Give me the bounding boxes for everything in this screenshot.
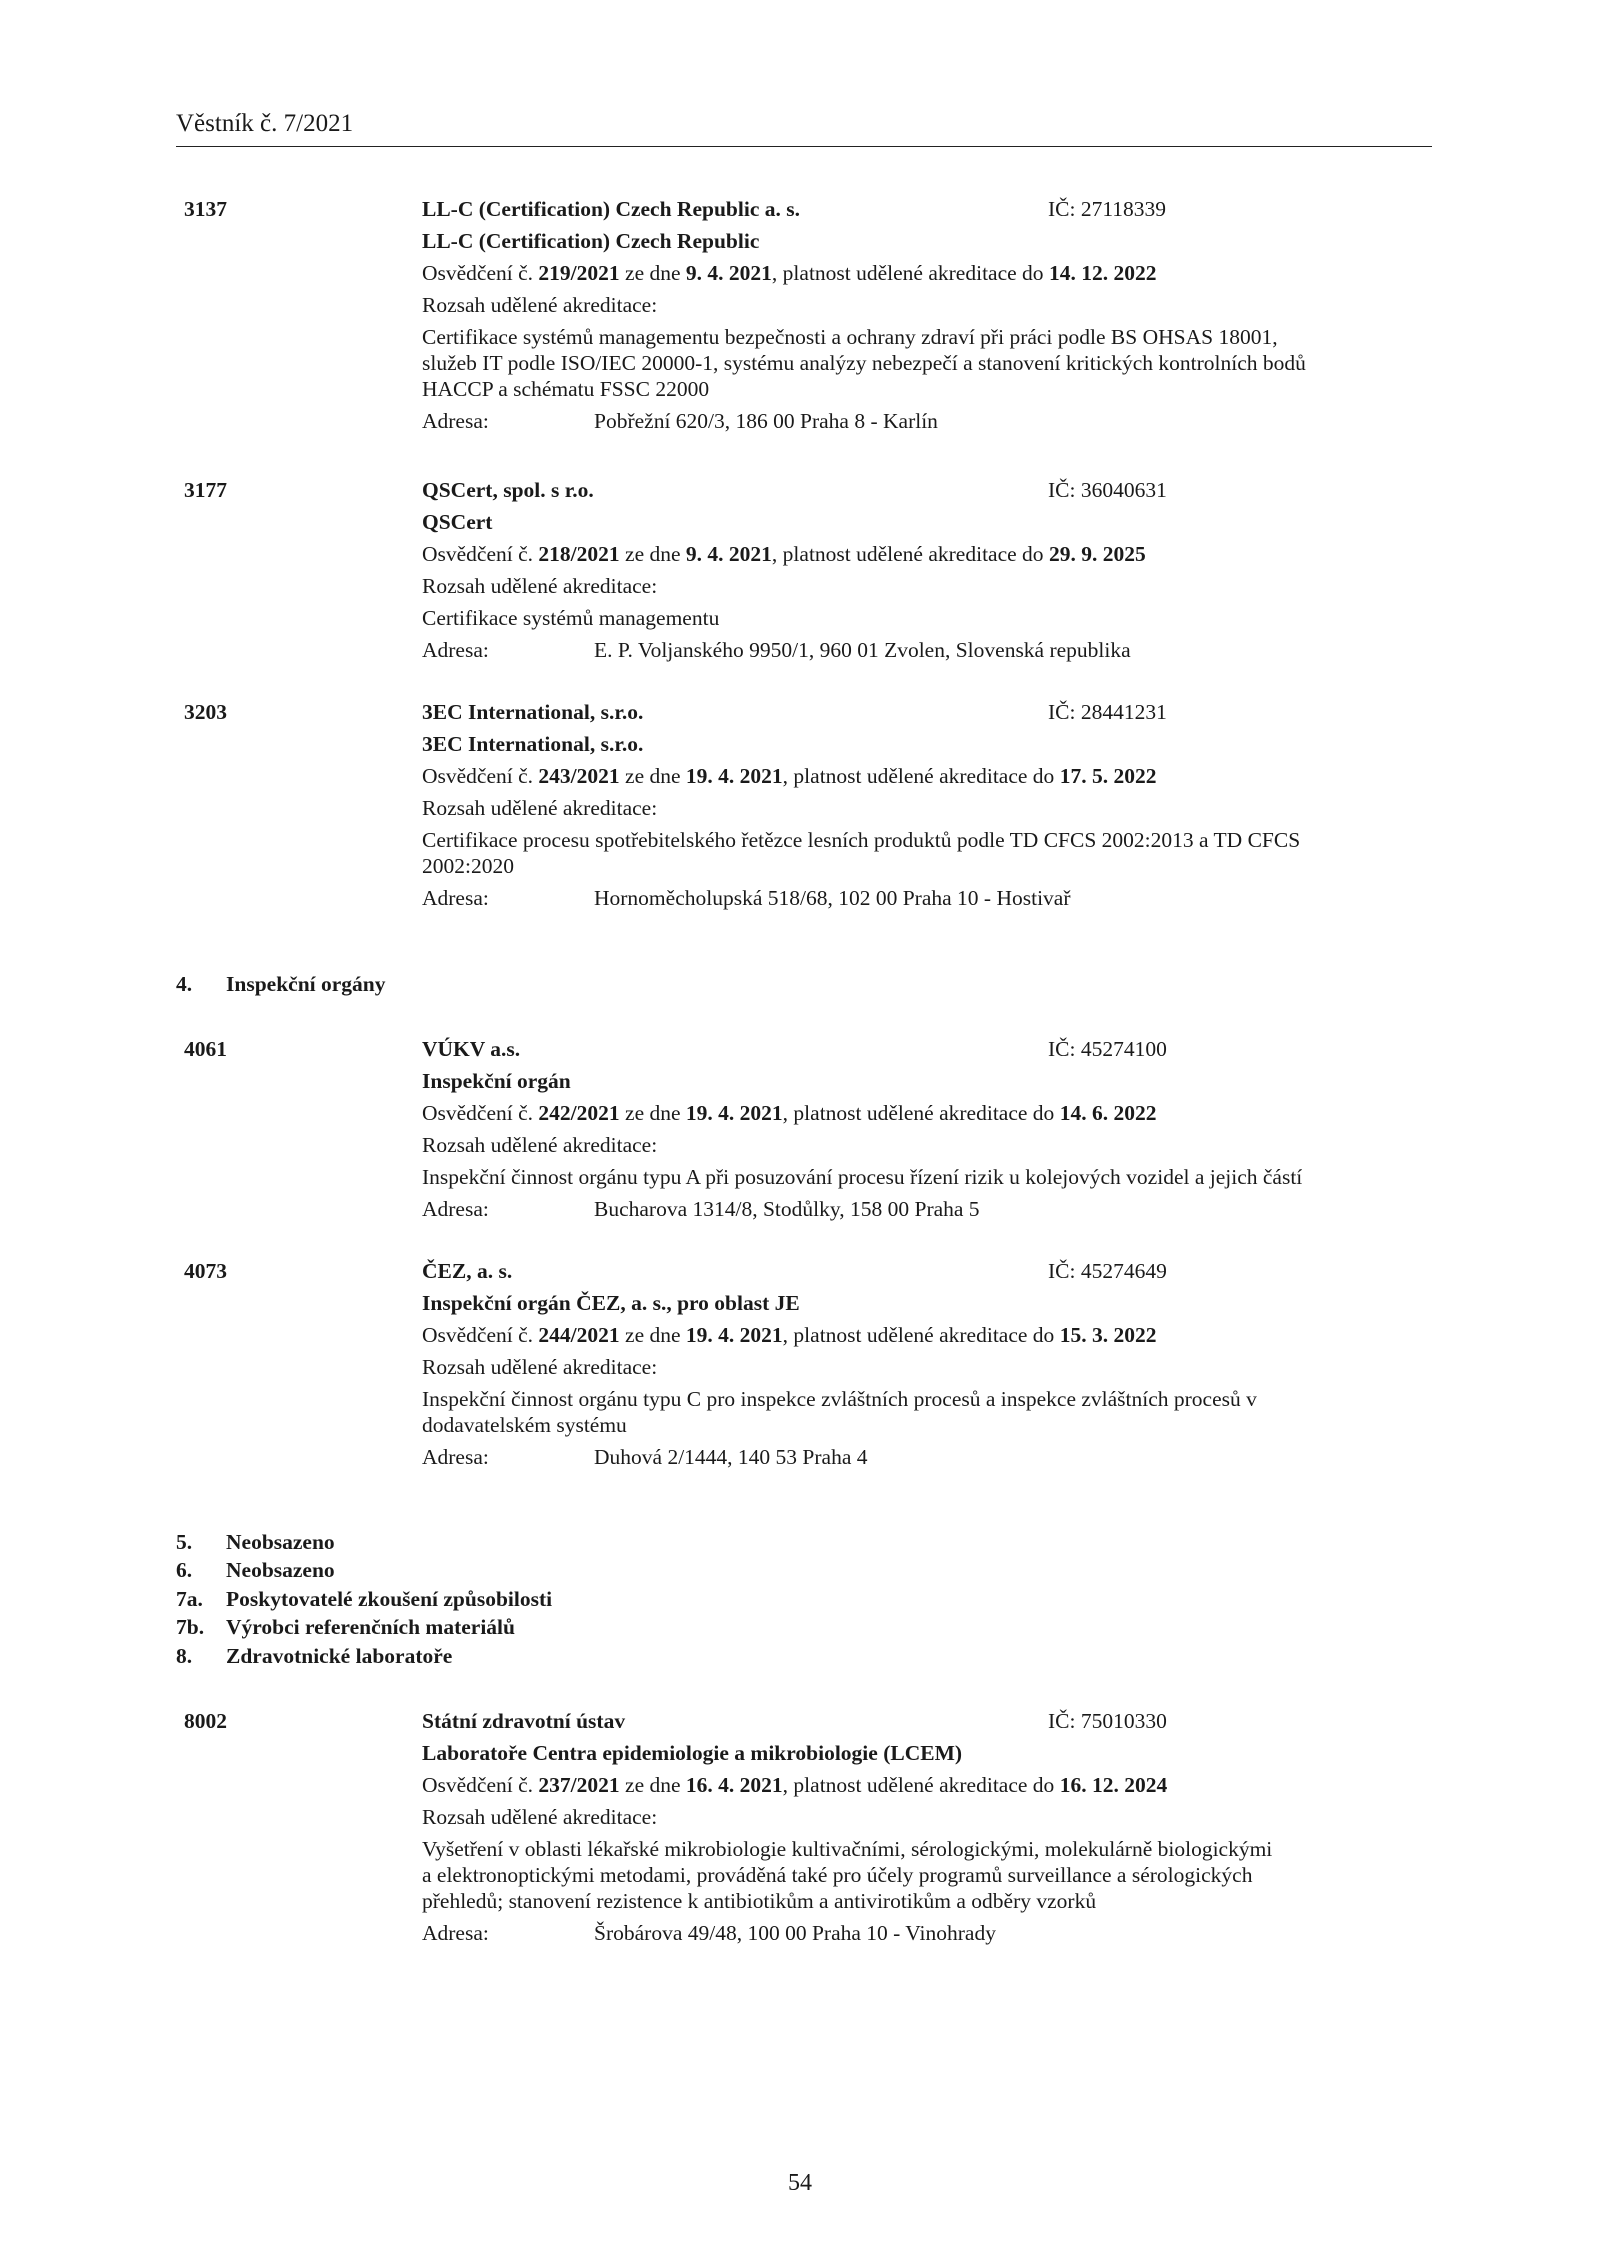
- ico: IČ: 75010330: [1048, 1709, 1167, 1733]
- entry-number: 3177: [184, 478, 227, 502]
- entry-subname: Inspekční orgán ČEZ, a. s., pro oblast JE: [422, 1291, 800, 1315]
- entry-name: QSCert, spol. s r.o.: [422, 478, 594, 502]
- certificate-line: Osvědčení č. 218/2021 ze dne 9. 4. 2021, platnost udělené akreditace do 29. 9. 2025: [422, 542, 1146, 566]
- ico: IČ: 27118339: [1048, 197, 1167, 221]
- page-number: 54: [788, 2170, 812, 2196]
- address-value: Šrobárova 49/48, 100 00 Praha 10 - Vinohrady: [594, 1921, 996, 1945]
- address-value: Hornoměcholupská 518/68, 102 00 Praha 10 - Hostivař: [594, 886, 1071, 910]
- certificate-number: 219/2021: [538, 261, 620, 285]
- validity-date: 15. 3. 2022: [1059, 1323, 1157, 1347]
- scope-label: Rozsah udělené akreditace:: [422, 1355, 658, 1379]
- entry-number: 4073: [184, 1259, 227, 1283]
- certificate-number: 242/2021: [538, 1101, 620, 1125]
- entry-name: 3EC International, s.r.o.: [422, 700, 644, 724]
- entry-subname: Inspekční orgán: [422, 1069, 571, 1093]
- scope-label: Rozsah udělené akreditace:: [422, 293, 658, 317]
- entry-subname: LL-C (Certification) Czech Republic: [422, 229, 760, 253]
- scope-text: Certifikace systémů managementu: [422, 606, 720, 630]
- address-label: Adresa:: [422, 886, 489, 910]
- ico: IČ: 45274100: [1048, 1037, 1167, 1061]
- scope-label: Rozsah udělené akreditace:: [422, 574, 658, 598]
- scope-label: Rozsah udělené akreditace:: [422, 1133, 658, 1157]
- section-heading-6: 6. Neobsazeno: [176, 1558, 335, 1582]
- certificate-number: 218/2021: [538, 542, 620, 566]
- section-heading-7a: 7a. Poskytovatelé zkoušení způsobilosti: [176, 1587, 553, 1611]
- validity-date: 17. 5. 2022: [1059, 764, 1157, 788]
- address-line: [422, 1917, 1432, 1949]
- address-line: [422, 882, 1432, 914]
- scope-text: Inspekční činnost orgánu typu C pro inspekce zvláštních procesů a inspekce zvláštních procesů v dodavatelském systému: [422, 1387, 1257, 1437]
- section-heading-4: 4. Inspekční orgány: [176, 972, 386, 996]
- address-line: [422, 1193, 1432, 1225]
- certificate-date: 19. 4. 2021: [685, 1323, 783, 1347]
- scope-text: Certifikace systémů managementu bezpečnosti a ochrany zdraví při práci podle BS OHSAS 18001, služeb IT podle ISO/IEC 20000-1, systému analýzy nebezpečí a stanovení kritických kontrolních bodů HACCP a schématu FSSC 22000: [422, 325, 1306, 401]
- entry-number: 3203: [184, 700, 227, 724]
- publication-header: Věstník č. 7/2021: [176, 110, 354, 137]
- address-label: Adresa:: [422, 409, 489, 433]
- scope-label: Rozsah udělené akreditace:: [422, 1805, 658, 1829]
- section-heading-5: 5. Neobsazeno: [176, 1530, 335, 1554]
- certificate-date: 16. 4. 2021: [685, 1773, 783, 1797]
- address-line: [422, 1441, 1432, 1473]
- scope-label: Rozsah udělené akreditace:: [422, 796, 658, 820]
- certificate-date: 9. 4. 2021: [685, 261, 772, 285]
- validity-date: 14. 12. 2022: [1048, 261, 1157, 285]
- scope-text: Certifikace procesu spotřebitelského řetězce lesních produktů podle TD CFCS 2002:2013 a TD CFCS 2002:2020: [422, 828, 1301, 878]
- section-heading-8: 8. Zdravotnické laboratoře: [176, 1644, 453, 1668]
- certificate-line: Osvědčení č. 219/2021 ze dne 9. 4. 2021, platnost udělené akreditace do 14. 12. 2022: [422, 261, 1157, 285]
- address-line: [422, 405, 1432, 437]
- address-value: E. P. Voljanského 9950/1, 960 01 Zvolen, Slovenská republika: [594, 638, 1131, 662]
- address-value: Bucharova 1314/8, Stodůlky, 158 00 Praha 5: [594, 1197, 980, 1221]
- certificate-number: 237/2021: [538, 1773, 620, 1797]
- entry-number: 8002: [184, 1709, 227, 1733]
- validity-date: 14. 6. 2022: [1059, 1101, 1157, 1125]
- certificate-line: Osvědčení č. 237/2021 ze dne 16. 4. 2021, platnost udělené akreditace do 16. 12. 2024: [422, 1773, 1168, 1797]
- certificate-number: 244/2021: [538, 1323, 620, 1347]
- validity-date: 16. 12. 2024: [1059, 1773, 1168, 1797]
- address-label: Adresa:: [422, 1197, 489, 1221]
- entry-subname: 3EC International, s.r.o.: [422, 732, 644, 756]
- certificate-line: Osvědčení č. 242/2021 ze dne 19. 4. 2021, platnost udělené akreditace do 14. 6. 2022: [422, 1101, 1157, 1125]
- certificate-date: 19. 4. 2021: [685, 764, 783, 788]
- address-label: Adresa:: [422, 638, 489, 662]
- ico: IČ: 28441231: [1048, 700, 1167, 724]
- address-value: Duhová 2/1444, 140 53 Praha 4: [594, 1445, 868, 1469]
- validity-date: 29. 9. 2025: [1048, 542, 1146, 566]
- address-label: Adresa:: [422, 1921, 489, 1945]
- scope-text: Vyšetření v oblasti lékařské mikrobiologie kultivačními, sérologickými, molekulárně biologickými a elektronoptickými metodami, prováděná také pro účely programů surveillance a sérologických přehledů; stanovení rezistence k antibiotikům a antivirotikům a odběry vzorků: [422, 1837, 1273, 1913]
- entry-number: 3137: [184, 197, 227, 221]
- entry-name: LL-C (Certification) Czech Republic a. s.: [422, 197, 800, 221]
- entry-number: 4061: [184, 1037, 227, 1061]
- header-rule: [176, 146, 1432, 147]
- section-heading-7b: 7b. Výrobci referenčních materiálů: [176, 1615, 515, 1639]
- address-label: Adresa:: [422, 1445, 489, 1469]
- ico: IČ: 36040631: [1048, 478, 1167, 502]
- certificate-line: Osvědčení č. 244/2021 ze dne 19. 4. 2021, platnost udělené akreditace do 15. 3. 2022: [422, 1323, 1157, 1347]
- entry-name: ČEZ, a. s.: [422, 1259, 513, 1283]
- certificate-number: 243/2021: [538, 764, 620, 788]
- scope-text: Inspekční činnost orgánu typu A při posuzování procesu řízení rizik u kolejových vozidel a jejich částí: [422, 1165, 1303, 1189]
- entry-name: Státní zdravotní ústav: [422, 1709, 626, 1733]
- certificate-date: 19. 4. 2021: [685, 1101, 783, 1125]
- certificate-date: 9. 4. 2021: [685, 542, 772, 566]
- entry-name: VÚKV a.s.: [422, 1037, 521, 1061]
- address-line: [422, 634, 1432, 666]
- entry-subname: Laboratoře Centra epidemiologie a mikrobiologie (LCEM): [422, 1741, 963, 1765]
- address-value: Pobřežní 620/3, 186 00 Praha 8 - Karlín: [594, 409, 938, 433]
- entry-subname: QSCert: [422, 510, 493, 534]
- certificate-line: Osvědčení č. 243/2021 ze dne 19. 4. 2021, platnost udělené akreditace do 17. 5. 2022: [422, 764, 1157, 788]
- ico: IČ: 45274649: [1048, 1259, 1167, 1283]
